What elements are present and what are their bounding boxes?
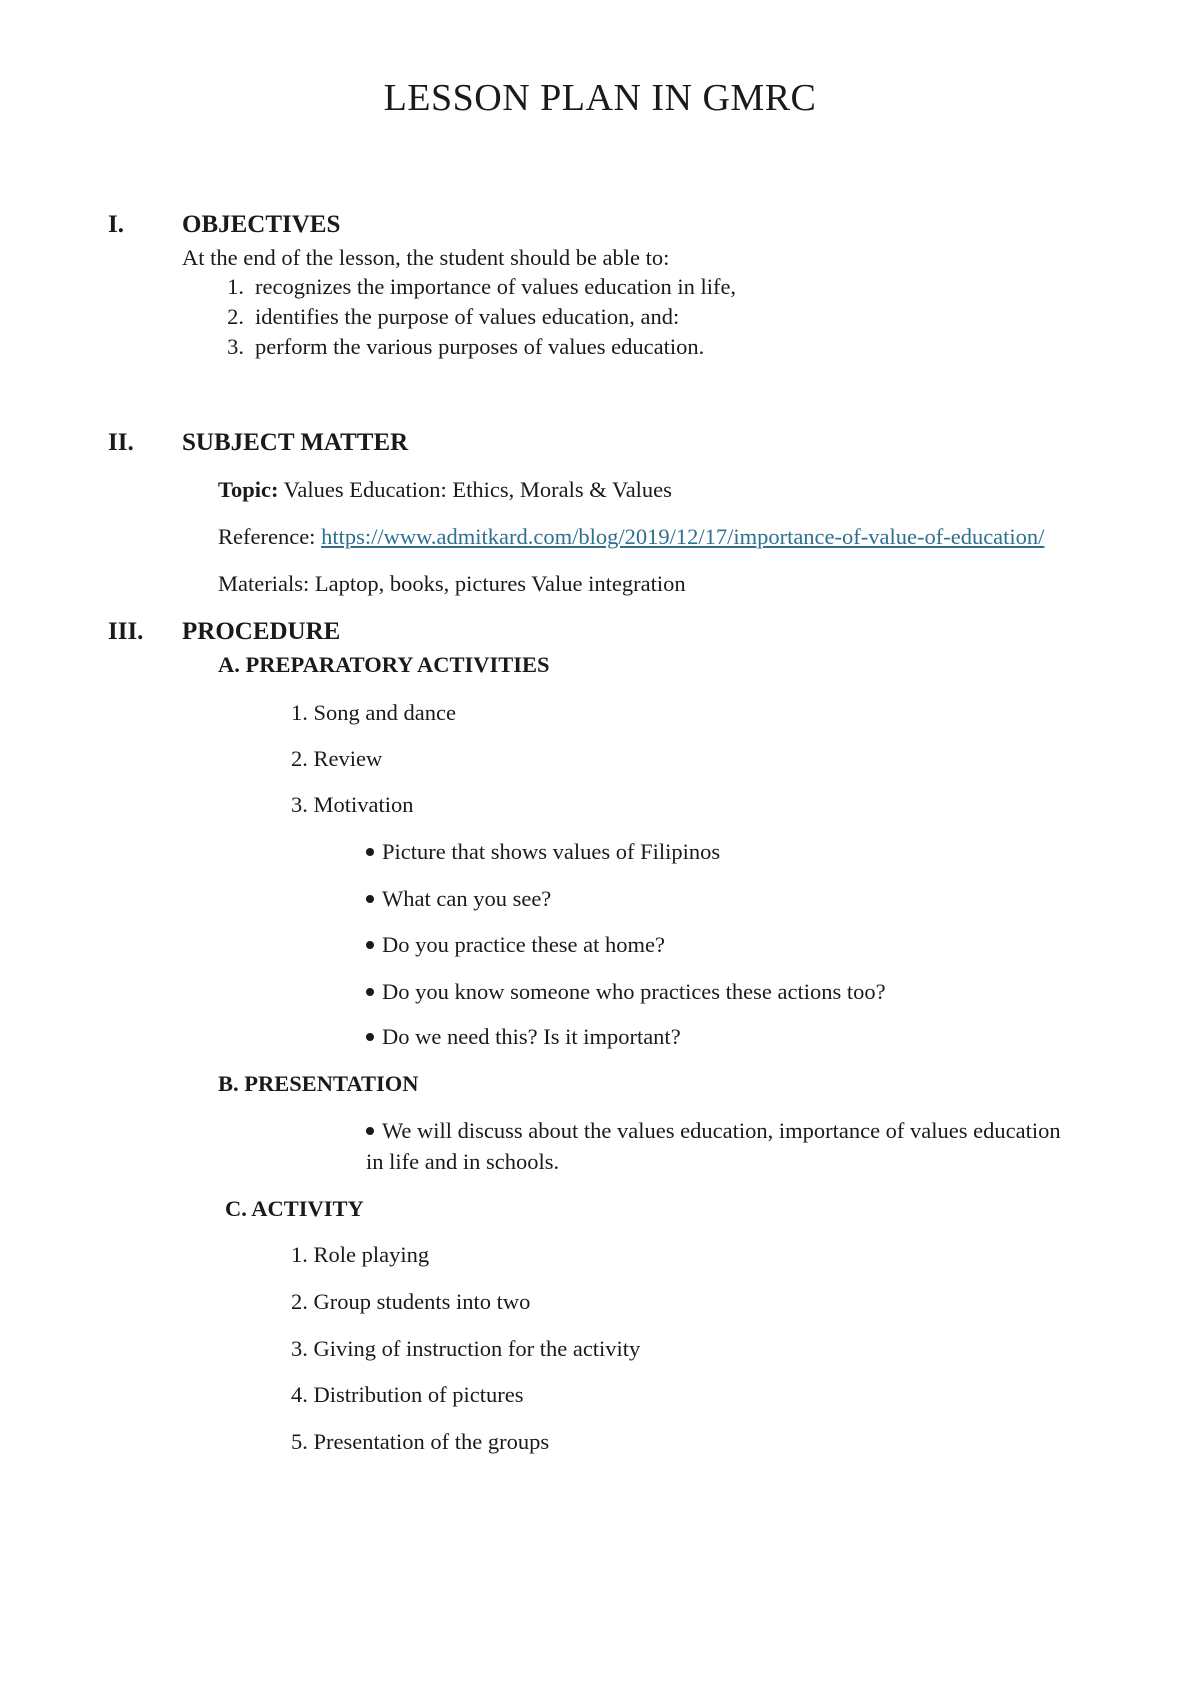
subsection-heading-preparatory: A. PREPARATORY ACTIVITIES bbox=[218, 652, 550, 677]
list-item: 1. Song and dance bbox=[291, 700, 456, 725]
section-numeral-subject-matter: II. bbox=[108, 429, 134, 456]
bullet-item bbox=[366, 885, 551, 913]
bullet-icon bbox=[366, 848, 374, 856]
bullet-item bbox=[366, 978, 886, 1006]
list-item: 2. Review bbox=[291, 746, 383, 771]
list-item: 1. Role playing bbox=[291, 1242, 430, 1267]
objective-number: 1. bbox=[227, 274, 244, 299]
bullet-text: Do we need this? Is it important? bbox=[382, 1024, 681, 1049]
section-heading-objectives: OBJECTIVES bbox=[182, 211, 341, 238]
bullet-item bbox=[366, 1117, 1061, 1145]
bullet-icon bbox=[366, 1033, 374, 1041]
bullet-text: Picture that shows values of Filipinos bbox=[382, 839, 721, 864]
reference-line bbox=[218, 523, 1044, 551]
bullet-icon bbox=[366, 895, 374, 903]
bullet-item bbox=[366, 1023, 681, 1051]
reference-link[interactable]: https://www.admitkard.com/blog/2019/12/17/importance-of-value-of-education/ bbox=[321, 524, 1045, 549]
bullet-icon bbox=[366, 1127, 374, 1135]
objective-text: identifies the purpose of values education, and: bbox=[255, 304, 680, 329]
bullet-text: What can you see? bbox=[382, 886, 552, 911]
bullet-item bbox=[366, 838, 720, 866]
topic-line bbox=[218, 476, 672, 504]
objectives-intro: At the end of the lesson, the student should be able to: bbox=[182, 245, 670, 270]
objective-text: perform the various purposes of values education. bbox=[255, 334, 705, 359]
bullet-icon bbox=[366, 988, 374, 996]
bullet-icon bbox=[366, 941, 374, 949]
list-item: 4. Distribution of pictures bbox=[291, 1382, 524, 1407]
section-numeral-procedure: III. bbox=[108, 618, 144, 645]
section-heading-subject-matter: SUBJECT MATTER bbox=[182, 429, 409, 456]
objective-text: recognizes the importance of values education in life, bbox=[255, 274, 737, 299]
topic-value: Values Education: Ethics, Morals & Values bbox=[283, 477, 672, 502]
list-item: 3. Giving of instruction for the activity bbox=[291, 1336, 641, 1361]
list-item: 2. Group students into two bbox=[291, 1289, 531, 1314]
subsection-heading-presentation: B. PRESENTATION bbox=[218, 1071, 419, 1096]
objective-number: 2. bbox=[227, 304, 244, 329]
bullet-item bbox=[366, 931, 665, 959]
bullet-text-continuation: in life and in schools. bbox=[366, 1149, 560, 1174]
bullet-text: We will discuss about the values education, importance of values education bbox=[382, 1118, 1061, 1143]
bullet-text: Do you know someone who practices these actions too? bbox=[382, 979, 886, 1004]
materials-line: Materials: Laptop, books, pictures Value integration bbox=[218, 571, 686, 596]
reference-label: Reference: bbox=[218, 524, 316, 549]
topic-label: Topic: bbox=[218, 477, 279, 502]
bullet-text: Do you practice these at home? bbox=[382, 932, 666, 957]
document-title: LESSON PLAN IN GMRC bbox=[383, 77, 817, 119]
objective-number: 3. bbox=[227, 334, 244, 359]
section-heading-procedure: PROCEDURE bbox=[182, 618, 341, 645]
section-numeral-objectives: I. bbox=[108, 211, 124, 238]
list-item: 5. Presentation of the groups bbox=[291, 1429, 550, 1454]
subsection-heading-activity: C. ACTIVITY bbox=[225, 1196, 364, 1221]
list-item: 3. Motivation bbox=[291, 792, 414, 817]
